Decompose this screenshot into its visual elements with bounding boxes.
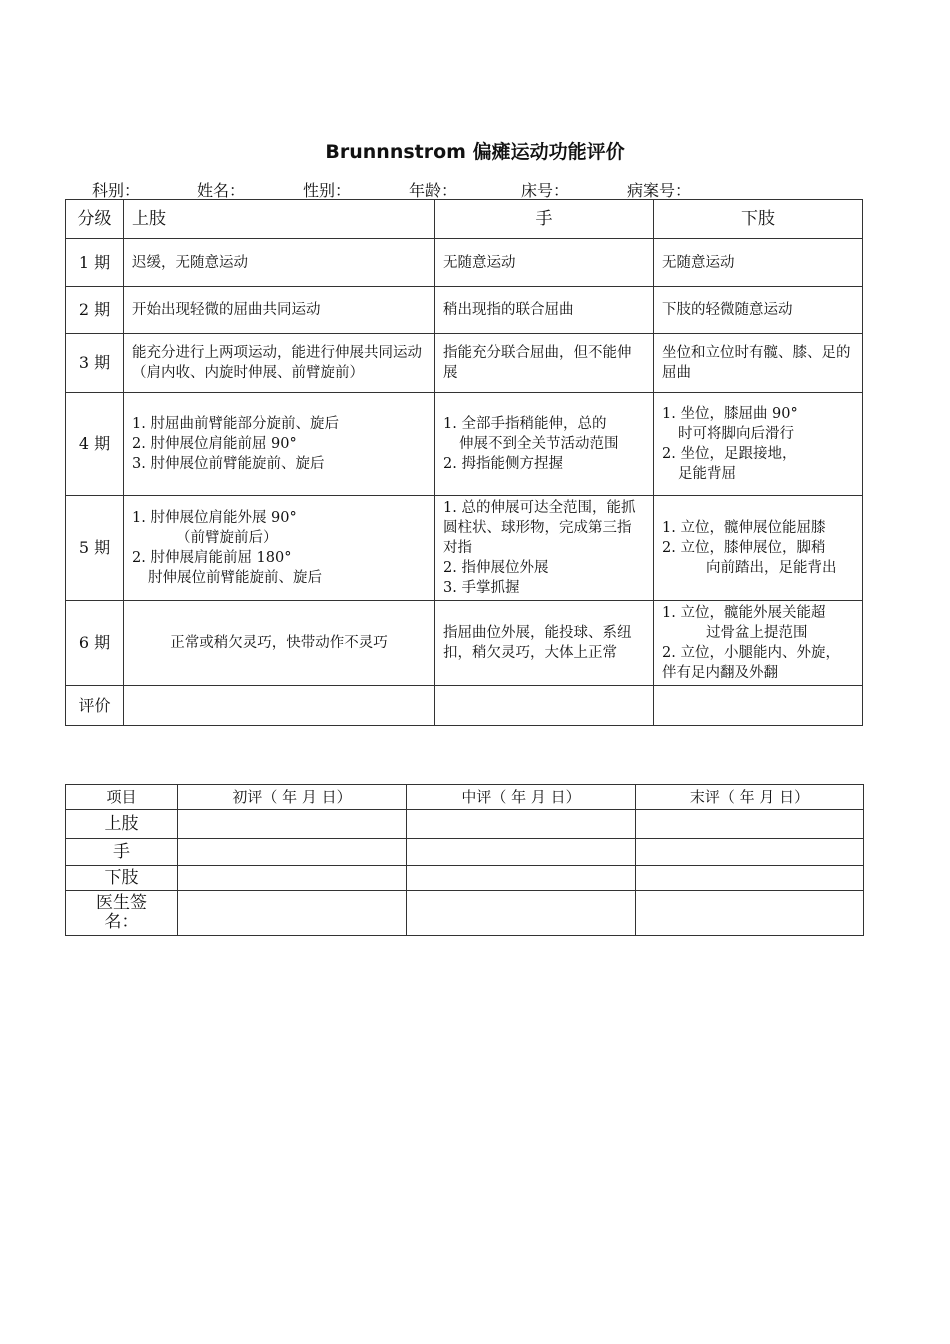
record-label: 病案号： [627,181,692,200]
score-cell[interactable] [178,866,407,891]
score-cell[interactable] [178,839,407,866]
score-cell[interactable] [407,839,636,866]
upper-limb-header: 上肢 [124,200,435,239]
cell-line: 稍出现指的联合屈曲 [443,302,574,318]
sex-label: 性别： [303,181,352,200]
cell-line: 2. 坐位，足跟接地， [662,446,797,462]
cell-line: 正常或稍欠灵巧，快带动作不灵巧 [170,635,388,651]
cell-line: 指屈曲位外展，能投球、系纽扣，稍欠灵巧，大体上正常 [443,625,632,661]
grade-cell: 1 期 [66,239,124,287]
cell-line: 时可将脚向后滑行 [678,426,794,442]
cell-line: 足能背屈 [678,466,736,482]
cell-line: 2. 指伸展位外展 [443,560,549,576]
eval-row [66,496,863,601]
item-header: 项目 [66,785,178,810]
score-cell[interactable] [636,866,864,891]
cell-line: 伸展不到全关节活动范围 [459,436,619,452]
grade-cell: 5 期 [66,496,124,601]
hand-cell [435,239,654,287]
upper-cell[interactable] [124,686,435,726]
lower-cell [654,393,863,496]
cell-line: 能充分进行上两项运动，能进行伸展共同运动（肩内收、内旋时伸展、前臂旋前） [132,345,422,381]
brunnstrom-eval-table [65,199,863,726]
signature-cell[interactable] [407,891,636,936]
hand-cell[interactable] [435,686,654,726]
cell-line: 1. 坐位，膝屈曲 90° [662,406,798,422]
eval-row [66,601,863,686]
cell-line: 迟缓，无随意运动 [132,254,248,271]
mid-eval-header: 中评（ 年 月 日） [407,785,636,810]
grade-cell: 6 期 [66,601,124,686]
score-cell[interactable] [636,810,864,839]
final-eval-header: 末评（ 年 月 日） [636,785,864,810]
score-row-label: 上肢 [66,810,178,839]
name-label: 姓名： [197,181,246,200]
department-label: 科别： [92,181,141,200]
cell-line: 3. 手掌抓握 [443,580,520,596]
signature-cell[interactable] [636,891,864,936]
cell-line: 1. 总的伸展可达全范围，能抓圆柱状、球形物，完成第三指对指 [443,500,636,556]
cell-line: （前臂旋前后） [176,530,278,546]
age-label: 年龄： [409,181,458,200]
grade-cell: 3 期 [66,334,124,393]
cell-line: 1. 立位，髋能外展关能超 [662,605,826,621]
score-table [65,784,864,936]
lower-cell[interactable] [654,686,863,726]
lower-limb-header: 下肢 [654,200,863,239]
signature-cell[interactable] [178,891,407,936]
cell-line: 下肢的轻微随意运动 [662,302,793,318]
cell-line: 1. 立位，髋伸展位能屈膝 [662,520,826,536]
cell-line: 过骨盆上提范围 [706,625,808,641]
eval-row [66,393,863,496]
doctor-signature-label: 医生签名： [66,891,178,936]
grade-cell: 评价 [66,686,124,726]
cell-line: 向前踏出，足能背出 [706,560,837,576]
lower-cell [654,601,863,686]
cell-line: 2. 立位，膝伸展位，脚稍 [662,540,826,556]
upper-cell [124,239,435,287]
score-cell[interactable] [407,866,636,891]
upper-cell [124,496,435,601]
cell-line: 2. 肘伸展肩能前屈 180° [132,550,292,566]
cell-line: 无随意运动 [443,254,516,271]
cell-line: 1. 肘伸展位肩能外展 90° [132,510,297,526]
score-row [66,866,864,891]
score-row [66,891,864,936]
hand-cell [435,601,654,686]
score-cell[interactable] [636,839,864,866]
lower-cell [654,334,863,393]
grade-cell: 4 期 [66,393,124,496]
lower-cell [654,239,863,287]
score-row [66,810,864,839]
hand-cell [435,496,654,601]
cell-line: 指能充分联合屈曲，但不能伸展 [443,345,632,381]
hand-cell [435,334,654,393]
cell-line: 3. 肘伸展位前臂能旋前、旋后 [132,456,325,472]
cell-line: 2. 拇指能侧方捏握 [443,456,563,472]
eval-row [66,334,863,393]
cell-line: 无随意运动 [662,254,735,271]
cell-line: 2. 肘伸展位肩能前屈 90° [132,436,297,452]
initial-eval-header: 初评（ 年 月 日） [178,785,407,810]
grade-header: 分级 [66,200,124,239]
cell-line: 肘伸展位前臂能旋前、旋后 [148,570,322,586]
hand-cell [435,393,654,496]
bed-label: 床号： [521,181,570,200]
score-cell[interactable] [178,810,407,839]
eval-row-assessment [66,686,863,726]
upper-cell [124,393,435,496]
lower-cell [654,287,863,334]
score-row-label: 下肢 [66,866,178,891]
hand-cell [435,287,654,334]
score-row-label: 手 [66,839,178,866]
upper-cell [124,601,435,686]
score-header-row [66,785,864,810]
eval-row [66,287,863,334]
cell-line: 2. 立位，小腿能内、外旋，伴有足内翻及外翻 [662,645,840,681]
cell-line: 开始出现轻微的屈曲共同运动 [132,302,321,318]
cell-line: 坐位和立位时有髋、膝、足的屈曲 [662,345,851,381]
upper-cell [124,334,435,393]
score-cell[interactable] [407,810,636,839]
eval-header-row [66,200,863,239]
score-row [66,839,864,866]
grade-cell: 2 期 [66,287,124,334]
hand-header: 手 [435,200,654,239]
lower-cell [654,496,863,601]
page-title: Brunnnstrom 偏瘫运动功能评价 [325,141,625,163]
upper-cell [124,287,435,334]
eval-row [66,239,863,287]
cell-line: 1. 肘屈曲前臂能部分旋前、旋后 [132,416,339,432]
cell-line: 1. 全部手指稍能伸，总的 [443,416,607,432]
